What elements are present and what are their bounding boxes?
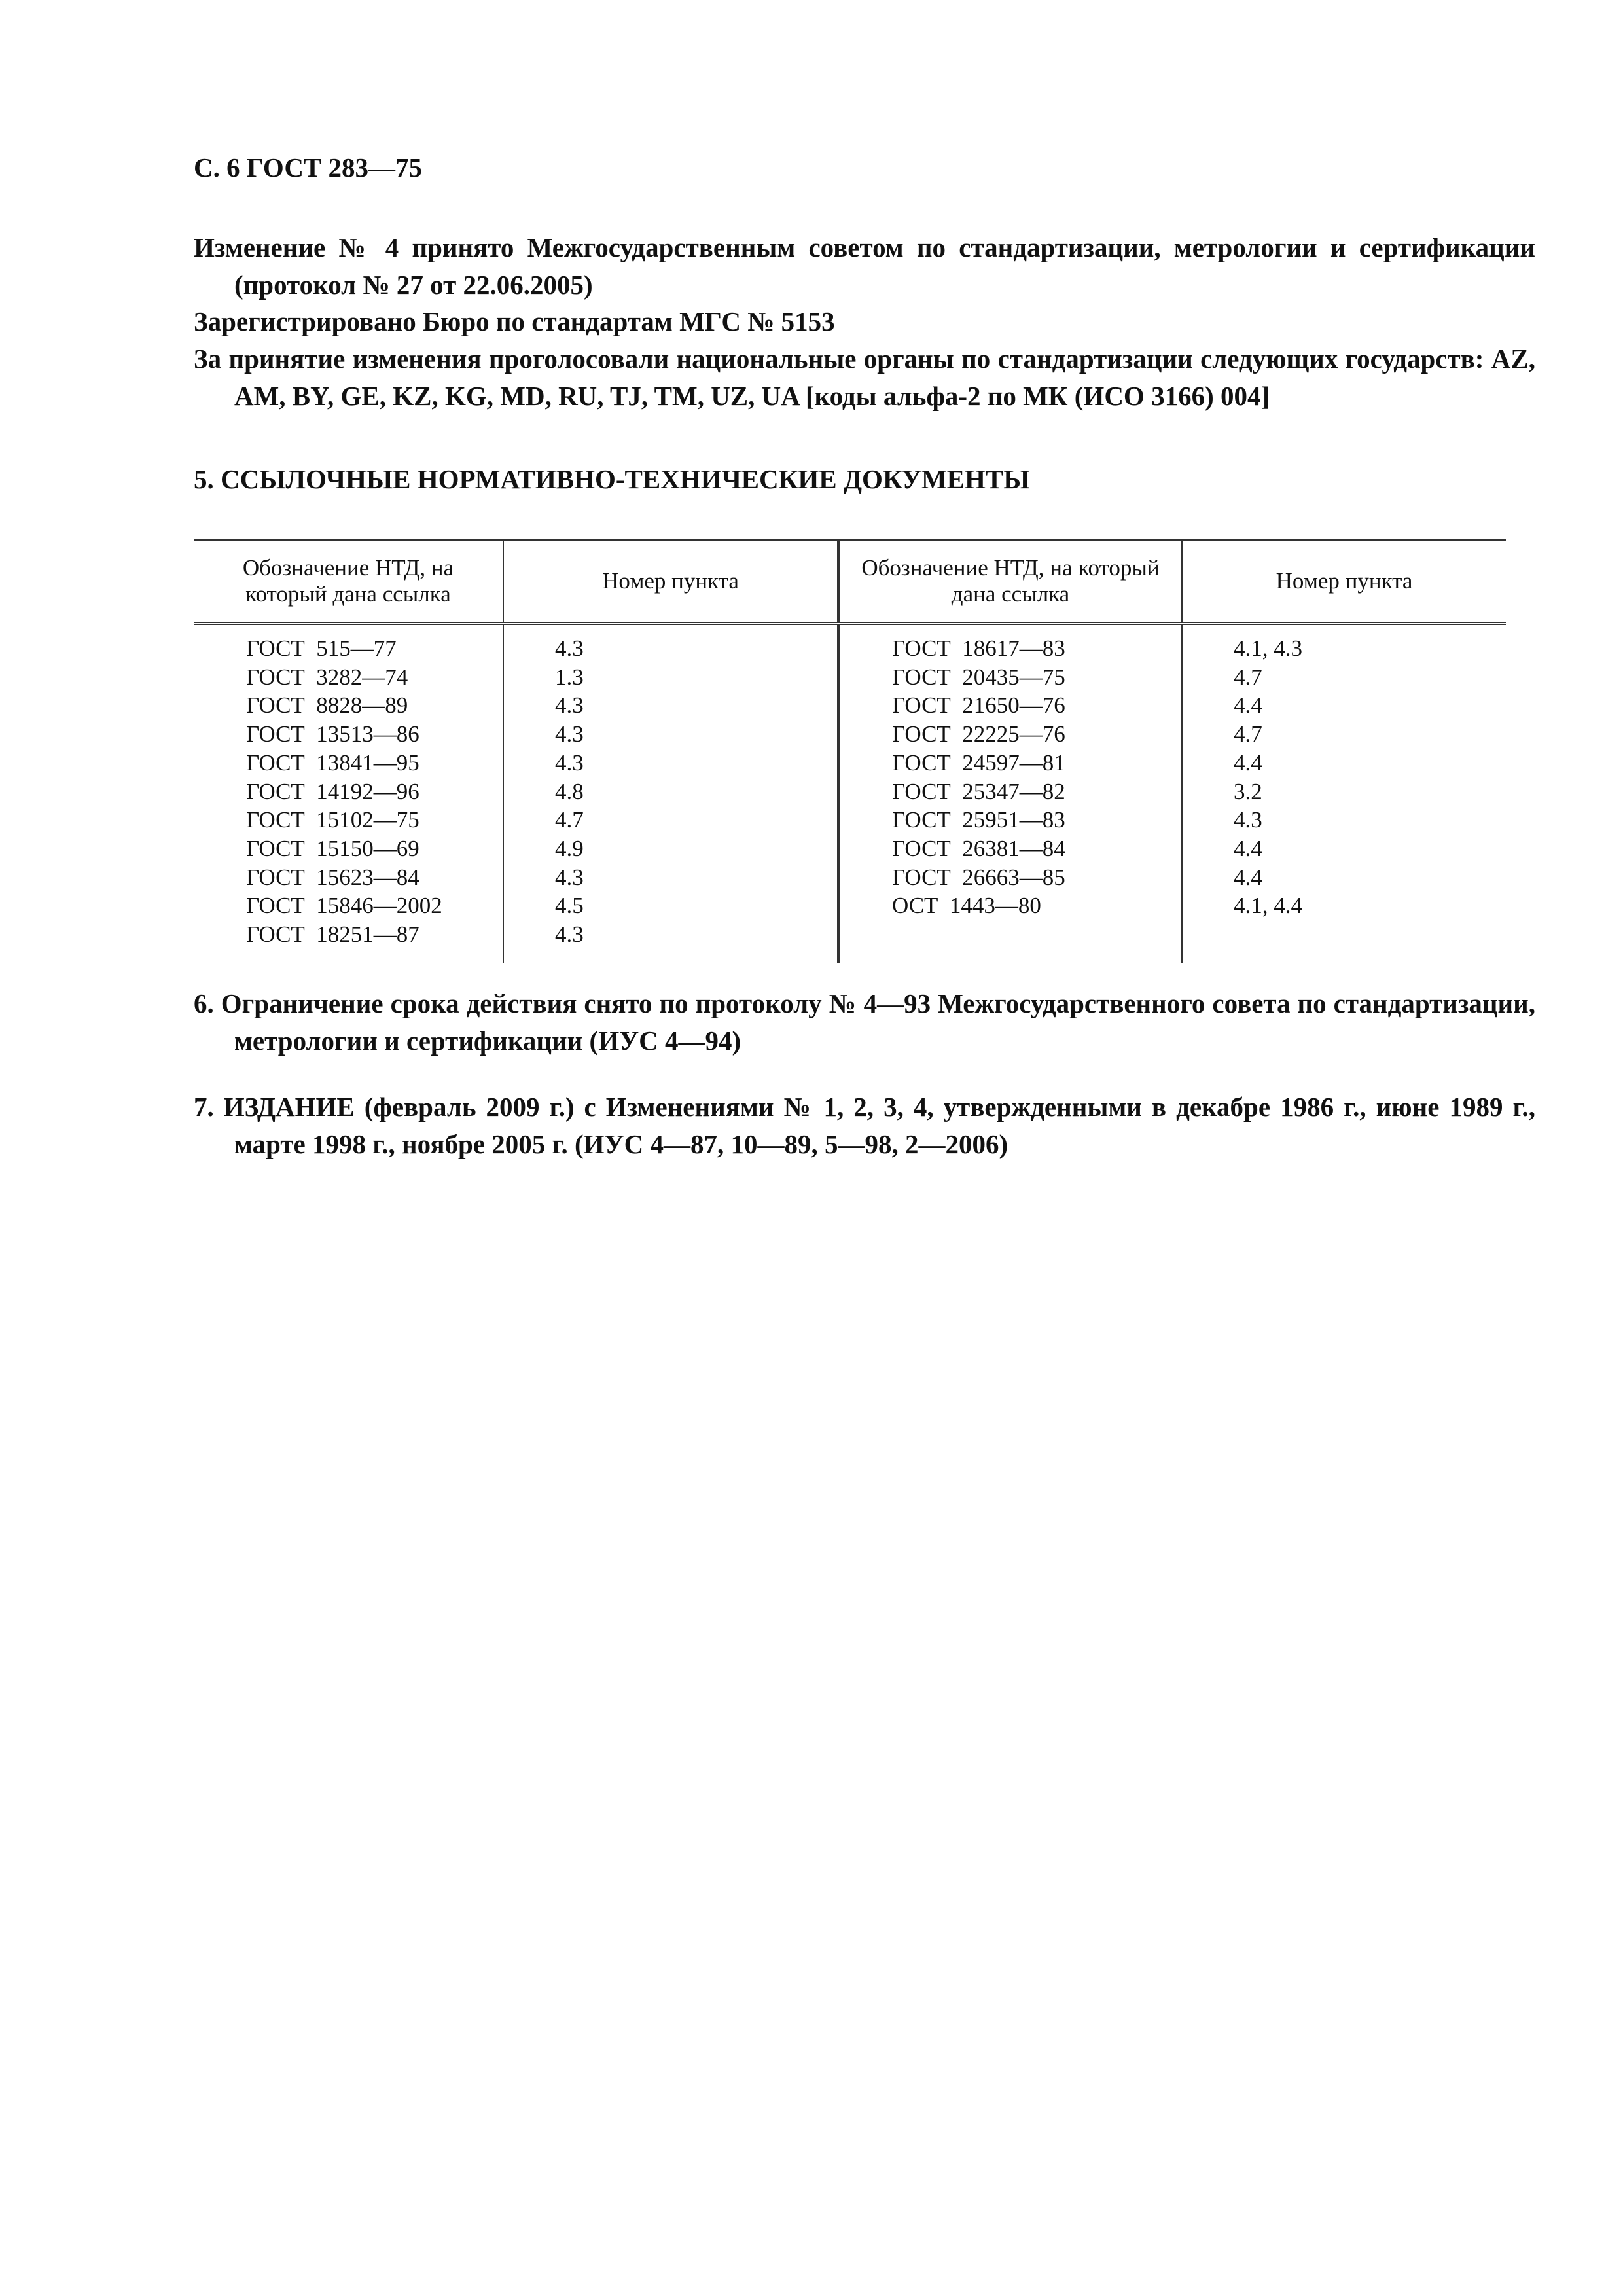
doc-column-right [838,624,1182,963]
col-header-doc-left: Обозначение НТД, на который дана ссылка [194,540,503,624]
item-ref-left: 1.3 [555,664,584,690]
doc-ref-right: ГОСТ 18617—83 [892,636,1065,661]
item-ref-left: 4.7 [555,807,584,833]
item-ref-right: 4.7 [1234,664,1262,690]
item-ref-left: 4.3 [555,636,584,661]
doc-ref-left: ГОСТ 18251—87 [246,922,419,948]
doc-ref-right: ГОСТ 25951—83 [892,807,1065,833]
doc-ref-right: ГОСТ 22225—76 [892,721,1065,747]
item-ref-right: 4.4 [1234,692,1262,719]
item-ref-left: 4.3 [555,864,584,890]
item-ref-left: 4.8 [555,778,584,804]
section-7: 7. ИЗДАНИЕ (февраль 2009 г.) с Изменениями № 1, 2, 3, 4, утвержденными в декабре 1986 г., июне 1989 г., марте 1998 г., ноябре 2005 г. (ИУС 4—87, 10—89, 5—98, 2—2006) [194,1092,1535,1159]
item-ref-right: 4.4 [1234,864,1262,890]
item-ref-left: 4.3 [555,749,584,776]
doc-ref-left: ГОСТ 8828—89 [246,692,408,719]
registration-note: Зарегистрировано Бюро по стандартам МГС № 5153 [194,306,835,336]
col-header-item-right: Номер пункта [1182,540,1506,624]
doc-ref-right: ГОСТ 26663—85 [892,864,1065,890]
col-header-doc-right: Обозначение НТД, на который дана ссылка [838,540,1182,624]
item-ref-left: 4.3 [555,721,584,747]
item-ref-left: 4.5 [555,893,584,919]
item-column-left [503,624,838,963]
item-ref-left: 4.3 [555,922,584,948]
page-header: С. 6 ГОСТ 283—75 [194,152,423,183]
doc-ref-left: ГОСТ 13841—95 [246,749,419,776]
doc-ref-left: ГОСТ 15846—2002 [246,893,442,919]
doc-ref-right: ГОСТ 24597—81 [892,749,1065,776]
doc-ref-left: ГОСТ 15623—84 [246,864,419,890]
item-column-right [1182,624,1506,963]
doc-ref-left: ГОСТ 15150—69 [246,835,419,861]
doc-ref-right: ГОСТ 25347—82 [892,778,1065,804]
change-note: Изменение № 4 принято Межгосударственным советом по стандартизации, метрологии и сертификации (протокол № 27 от 22.06.2005) [194,232,1535,300]
item-ref-left: 4.9 [555,835,584,861]
item-ref-right: 4.4 [1234,835,1262,861]
doc-ref-left: ГОСТ 14192—96 [246,778,419,804]
doc-ref-left: ГОСТ 3282—74 [246,664,408,690]
doc-ref-right: ГОСТ 26381—84 [892,835,1065,861]
item-ref-right: 3.2 [1234,778,1262,804]
doc-ref-right: ГОСТ 20435—75 [892,664,1065,690]
doc-ref-right: ОСТ 1443—80 [892,893,1041,919]
section-5-title: 5. ССЫЛОЧНЫЕ НОРМАТИВНО-ТЕХНИЧЕСКИЕ ДОКУМЕНТЫ [194,464,1030,494]
doc-ref-left: ГОСТ 515—77 [246,636,397,661]
item-ref-left: 4.3 [555,692,584,719]
item-ref-right: 4.4 [1234,749,1262,776]
doc-ref-left: ГОСТ 15102—75 [246,807,419,833]
item-ref-right: 4.3 [1234,807,1262,833]
doc-ref-right: ГОСТ 21650—76 [892,692,1065,719]
item-ref-right: 4.1, 4.4 [1234,893,1302,919]
section-6: 6. Ограничение срока действия снято по протоколу № 4—93 Межгосударственного совета по стандартизации, метрологии и сертификации (ИУС 4—94) [194,988,1535,1056]
col-header-item-left: Номер пункта [503,540,838,624]
voting-note: За принятие изменения проголосовали национальные органы по стандартизации следующих государств: AZ, AM, BY, GE, KZ, KG, MD, RU, TJ, TM, UZ, UA [коды альфа-2 по МК (ИСО 3166) 004] [194,344,1535,411]
references-table [194,539,1506,963]
item-ref-right: 4.7 [1234,721,1262,747]
item-ref-right: 4.1, 4.3 [1234,636,1302,661]
doc-column-left [194,624,503,963]
doc-ref-left: ГОСТ 13513—86 [246,721,419,747]
